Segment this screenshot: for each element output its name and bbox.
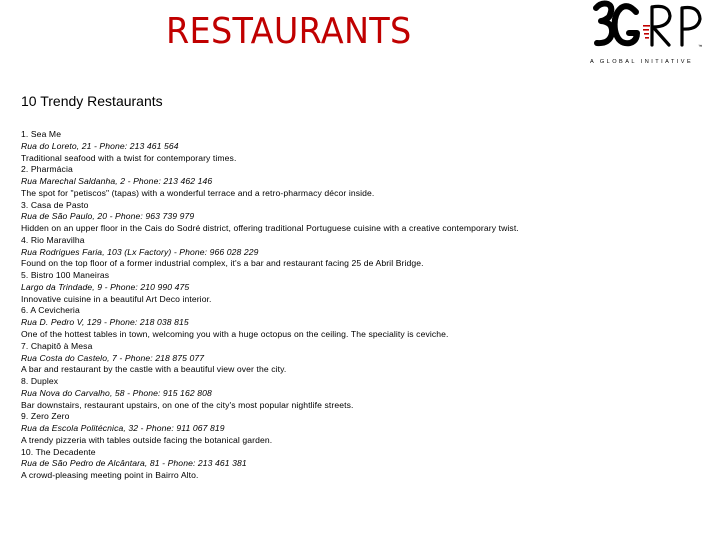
restaurant-name: 1. Sea Me <box>21 129 62 139</box>
restaurant-address: Rua da Escola Politécnica, 32 - Phone: 911 067 819 <box>21 423 225 434</box>
restaurant-description: Innovative cuisine in a beautiful Art Deco interior. <box>21 293 212 304</box>
restaurant-address: Largo da Trindade, 9 - Phone: 210 990 475 <box>21 281 190 292</box>
restaurant-address: Rua do Loreto, 21 - Phone: 213 461 564 <box>21 140 179 151</box>
restaurant-name: 9. Zero Zero <box>21 411 70 422</box>
restaurant-address: Rua de São Pedro de Alcântara, 81 - Phone: 213 461 381 <box>21 458 247 469</box>
3grp-logo-mark <box>590 0 712 60</box>
restaurant-description: A crowd-pleasing meeting point in Bairro Alto. <box>21 470 199 481</box>
restaurant-entry <box>21 376 701 411</box>
restaurant-entry <box>21 447 701 482</box>
restaurant-name: 2. Pharmácia <box>21 164 73 175</box>
3grp-logo <box>590 0 712 72</box>
restaurant-name: 5. Bistro 100 Maneiras <box>21 270 110 281</box>
restaurant-description: A bar and restaurant by the castle with a beautiful view over the city. <box>21 364 287 375</box>
restaurant-name: 4. Rio Maravilha <box>21 234 85 245</box>
restaurant-entry <box>21 341 701 376</box>
logo-tagline: A GLOBAL INITIATIVE <box>590 59 694 65</box>
restaurant-entry <box>21 270 701 305</box>
restaurant-description: The spot for "petiscos" (tapas) with a wonderful terrace and a retro-pharmacy décor inside. <box>21 187 375 198</box>
restaurant-entry <box>21 305 701 340</box>
restaurant-description: A trendy pizzeria with tables outside facing the botanical garden. <box>21 434 273 445</box>
restaurant-entry <box>21 129 701 164</box>
restaurant-entry <box>21 411 701 446</box>
trademark-symbol: ™ <box>698 44 703 49</box>
restaurant-address: Rua Rodrigues Faria, 103 (Lx Factory) - Phone: 966 028 229 <box>21 246 259 257</box>
restaurant-address: Rua Nova do Carvalho, 58 - Phone: 915 162 808 <box>21 387 212 398</box>
restaurant-description: Found on the top floor of a former industrial complex, it's a bar and restaurant facing 25 de Abril Bridge. <box>21 258 424 269</box>
restaurant-entry <box>21 235 701 270</box>
restaurant-entry <box>21 164 701 199</box>
section-heading: 10 Trendy Restaurants <box>21 93 163 109</box>
restaurant-description: Traditional seafood with a twist for contemporary times. <box>21 152 237 163</box>
restaurant-address: Rua D. Pedro V, 129 - Phone: 218 038 815 <box>21 317 189 328</box>
restaurant-address: Rua Marechal Saldanha, 2 - Phone: 213 462 146 <box>21 176 213 187</box>
restaurant-description: Bar downstairs, restaurant upstairs, on one of the city's most popular nightlife streets. <box>21 399 354 410</box>
restaurant-description: One of the hottest tables in town, welcoming you with a huge octopus on the ceiling. The speciality is ceviche. <box>21 329 449 340</box>
restaurant-name: 3. Casa de Pasto <box>21 199 89 210</box>
page-title: RESTAURANTS <box>166 11 412 52</box>
restaurant-name: 6. A Cevicheria <box>21 305 80 316</box>
restaurant-name: 7. Chapitô à Mesa <box>21 340 93 351</box>
restaurant-list <box>21 129 701 482</box>
restaurant-description: Hidden on an upper floor in the Cais do Sodré district, offering traditional Portuguese cuisine with a creative contemporary twist. <box>21 223 519 234</box>
restaurant-address: Rua de São Paulo, 20 - Phone: 963 739 979 <box>21 211 195 222</box>
restaurant-entry <box>21 200 701 235</box>
restaurant-address: Rua Costa do Castelo, 7 - Phone: 218 875 077 <box>21 352 205 363</box>
restaurant-name: 8. Duplex <box>21 376 59 387</box>
restaurant-name: 10. The Decadente <box>21 446 96 457</box>
